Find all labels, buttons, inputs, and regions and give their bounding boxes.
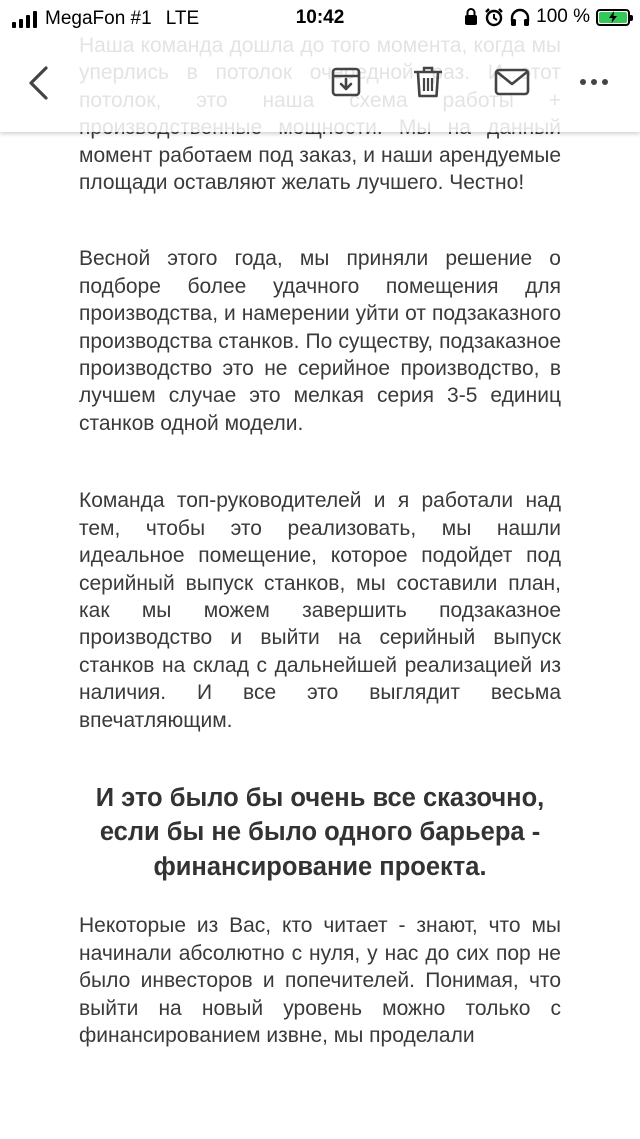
alarm-icon xyxy=(484,7,504,27)
archive-icon xyxy=(330,66,362,98)
headphones-icon xyxy=(510,8,530,26)
paragraph-1: момент работаем под заказ, и наши арендуемые площади оставляют желать лучшего. Честно! xyxy=(79,143,561,195)
back-chevron-icon xyxy=(27,65,49,101)
archive-button[interactable] xyxy=(326,62,366,102)
section-heading: И это было бы очень все сказочно, если бы не было одного барьера - финансирование проекта. xyxy=(95,783,545,881)
status-right xyxy=(464,6,630,28)
battery-charging-icon xyxy=(596,9,630,26)
lock-rotation-icon xyxy=(464,8,478,26)
mail-button[interactable] xyxy=(490,64,534,100)
paragraph-3: Команда топ-руководителей и я работали над тем, чтобы это реализовать, мы нашли идеальное помещение, которое подойдет под серийный выпуск станков, мы составили план, как мы можем завершить подзаказное производство и выйти на серийный выпуск станков на склад с дальнейшей реализацией из наличия. И все это выглядит весьма впечатляющим. xyxy=(79,489,561,732)
mail-toolbar xyxy=(0,36,640,132)
more-button[interactable] xyxy=(574,70,614,94)
more-icon xyxy=(579,78,609,86)
delete-button[interactable] xyxy=(410,60,446,104)
mail-icon xyxy=(494,68,530,96)
paragraph-4: Некоторые из Вас, кто читает - знают, что мы начинали абсолютно с нуля, у нас до сих пор не было инвесторов и попечителей. Понимая, что выйти на новый уровень можно только с финансированием извне, мы проделали xyxy=(79,914,561,1048)
paragraph-2: Весной этого года, мы приняли решение о подборе более удачного помещения для производства, и намерении уйти от подзаказного производства станков. По существу, подзаказное производство это не серийное производство, в лучшем случае это мелкая серия 3-5 единиц станков одной модели. xyxy=(79,247,561,435)
battery-percent: 100 % xyxy=(536,6,590,27)
back-button[interactable] xyxy=(18,58,58,108)
network-type: LTE xyxy=(165,8,200,29)
status-bar xyxy=(0,0,640,36)
message-body xyxy=(79,0,561,1049)
carrier-name: MegaFon #1 xyxy=(45,8,152,29)
trash-icon xyxy=(414,65,442,99)
status-time: 10:42 xyxy=(295,7,345,28)
